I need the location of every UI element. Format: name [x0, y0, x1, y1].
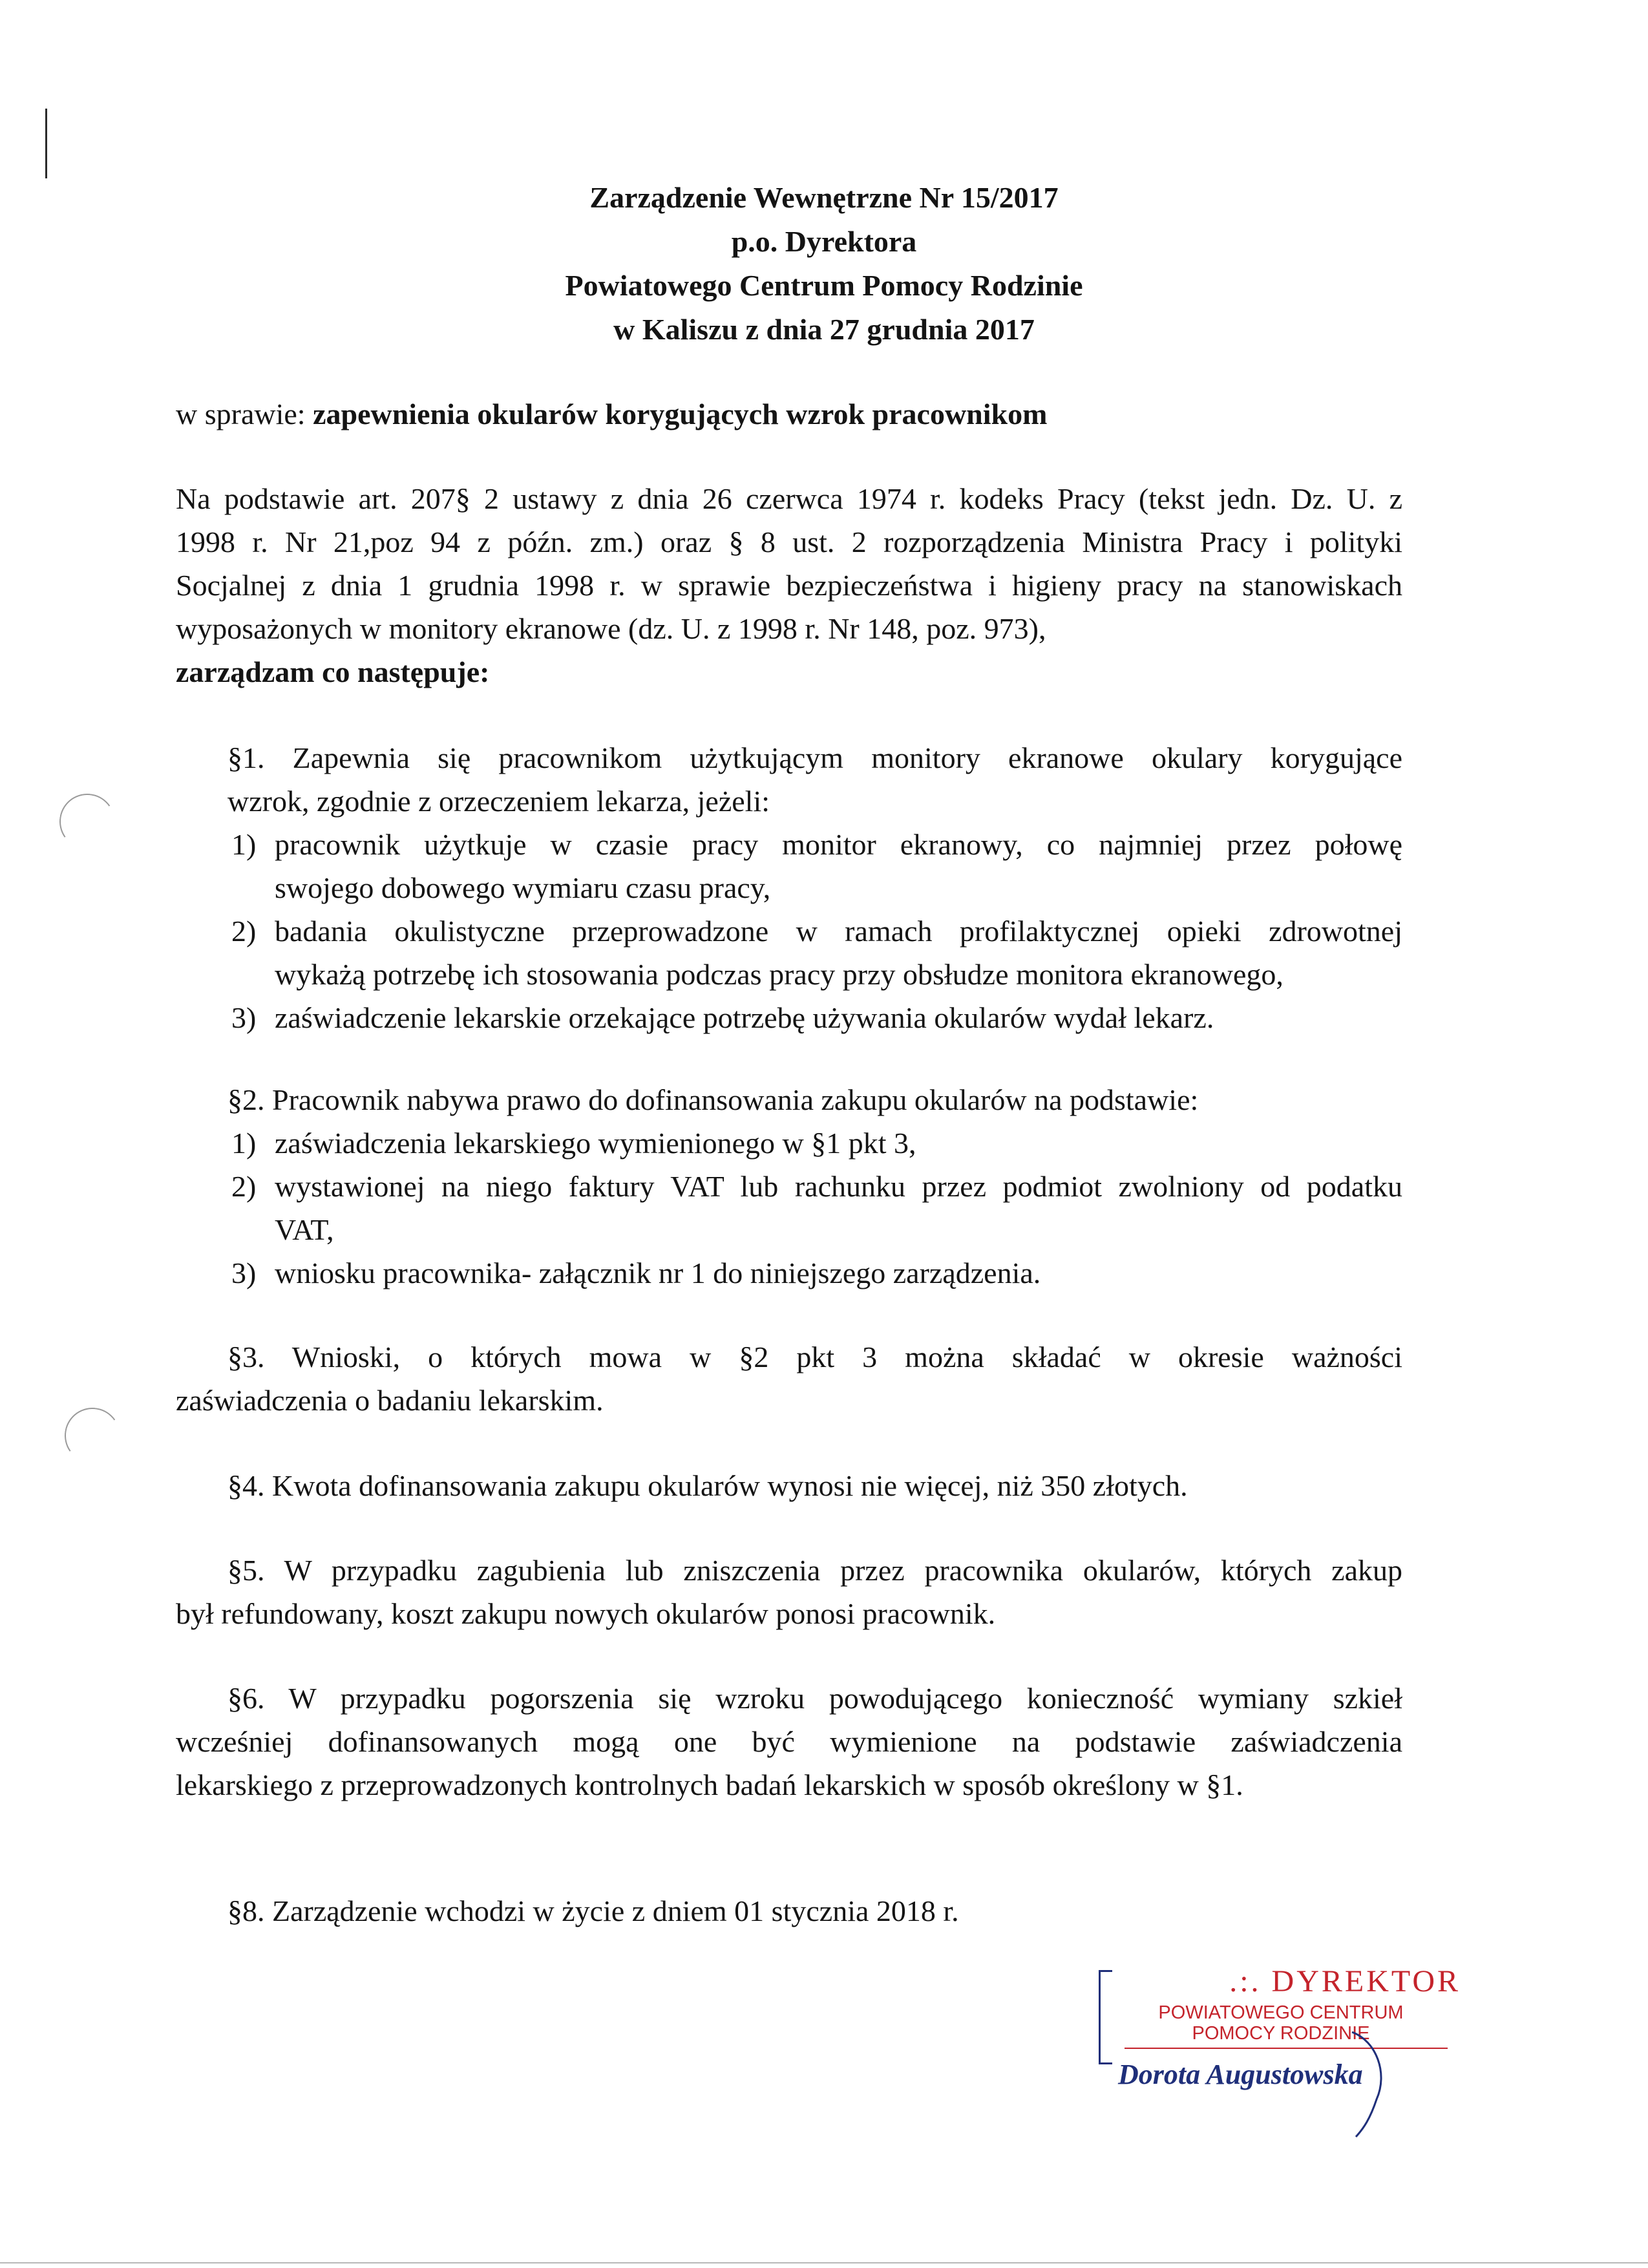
legal-basis [176, 477, 1402, 694]
document-header [0, 176, 1648, 352]
list-item-text: VAT, [275, 1213, 334, 1246]
list-item-number: 3) [231, 1256, 257, 1289]
section-5-line: był refundowany, koszt zakupu nowych okularów ponosi pracownik. [176, 1597, 996, 1630]
section-2-list [176, 1121, 1402, 1295]
scan-artifact-line [45, 109, 47, 178]
list-item-text: wniosku pracownika- załącznik nr 1 do niniejszego zarządzenia. [275, 1256, 1041, 1289]
stamp-title: .:. DYREKTOR [1229, 1964, 1461, 1998]
subject-prefix: w sprawie: [176, 397, 313, 430]
section-1-list [176, 823, 1402, 1039]
list-item [176, 1251, 1402, 1295]
list-item [176, 823, 1402, 909]
basis-line: Na podstawie art. 207§ 2 ustawy z dnia 26 czerwca 1974 r. kodeks Pracy (tekst jedn. Dz. U. z [176, 482, 1402, 515]
section-1-intro: §1. Zapewnia się pracownikom użytkującym monitory ekranowe okulary korygujące [227, 741, 1402, 774]
director-stamp [1099, 1964, 1461, 2093]
punch-hole-mark [55, 789, 120, 854]
list-item-text: zaświadczenia lekarskiego wymienionego w §1 pkt 3, [275, 1127, 916, 1160]
list-item [176, 1165, 1402, 1251]
basis-line: 1998 r. Nr 21,poz 94 z późn. zm.) oraz § 8 ust. 2 rozporządzenia Ministra Pracy i polityki [176, 525, 1402, 558]
list-item-number: 3) [231, 1001, 257, 1034]
document-subject [176, 392, 1468, 436]
basis-line: Socjalnej z dnia 1 grudnia 1998 r. w sprawie bezpieczeństwa i higieny pracy na stanowiskach [176, 569, 1402, 602]
list-item [176, 1121, 1402, 1165]
stamp-rule [1125, 2048, 1448, 2049]
list-item-text: wykażą potrzebę ich stosowania podczas pracy przy obsłudze monitora ekranowego, [275, 958, 1284, 991]
list-item-text: pracownik użytkuje w czasie pracy monitor ekranowy, co najmniej przez połowę [275, 828, 1402, 861]
section-1-intro: wzrok, zgodnie z orzeczeniem lekarza, jeżeli: [227, 785, 770, 818]
section-4-text: §4. Kwota dofinansowania zakupu okularów wynosi nie więcej, niż 350 złotych. [227, 1469, 1188, 1502]
section-2 [176, 1078, 1402, 1295]
basis-line: wyposażonych w monitory ekranowe (dz. U. z 1998 r. Nr 148, poz. 973), [176, 612, 1046, 645]
section-8 [227, 1889, 1391, 1933]
section-5-line: §5. W przypadku zagubienia lub zniszczenia przez pracownika okularów, których zakup [227, 1554, 1402, 1587]
list-item-text: wystawionej na niego faktury VAT lub rachunku przez podmiot zwolniony od podatku [275, 1170, 1402, 1203]
list-item-text: zaświadczenie lekarskie orzekające potrzebę używania okularów wydał lekarz. [275, 1001, 1214, 1034]
list-item-number: 2) [231, 915, 257, 948]
section-6-line: lekarskiego z przeprowadzonych kontrolnych badań lekarskich w sposób określony w §1. [176, 1768, 1243, 1801]
signature-stroke [1351, 2028, 1389, 2138]
list-item-number: 1) [231, 1127, 257, 1160]
header-date: w Kaliszu z dnia 27 grudnia 2017 [613, 313, 1035, 346]
stamp-institution: POMOCY RODZINIE [1192, 2023, 1370, 2044]
section-3-line: §3. Wnioski, o których mowa w §2 pkt 3 można składać w okresie ważności [227, 1341, 1402, 1373]
scan-bottom-edge [0, 2262, 1648, 2263]
list-item-number: 1) [231, 828, 257, 861]
section-3 [176, 1335, 1402, 1422]
list-item-number: 2) [231, 1170, 257, 1203]
section-2-intro: §2. Pracownik nabywa prawo do dofinansowania zakupu okularów na podstawie: [227, 1083, 1199, 1116]
punch-hole-mark [60, 1403, 125, 1468]
section-8-text: §8. Zarządzenie wchodzi w życie z dniem 01 stycznia 2018 r. [227, 1894, 959, 1927]
section-4 [227, 1464, 1391, 1507]
section-6-line: wcześniej dofinansowanych mogą one być wymienione na podstawie zaświadczenia [176, 1725, 1402, 1758]
subject-text: zapewnienia okularów korygujących wzrok pracownikom [313, 397, 1048, 430]
list-item [176, 909, 1402, 996]
section-5 [176, 1549, 1402, 1635]
section-6-line: §6. W przypadku pogorszenia się wzroku powodującego konieczność wymiany szkieł [227, 1682, 1402, 1715]
section-1 [176, 736, 1402, 1039]
list-item-text: swojego dobowego wymiaru czasu pracy, [275, 871, 771, 904]
header-title: Zarządzenie Wewnętrzne Nr 15/2017 [589, 181, 1059, 214]
basis-closing: zarządzam co następuje: [176, 655, 490, 688]
header-issuer: p.o. Dyrektora [731, 225, 917, 258]
list-item [176, 996, 1402, 1039]
header-institution: Powiatowego Centrum Pomocy Rodzinie [565, 269, 1083, 302]
section-6 [176, 1677, 1402, 1807]
section-3-line: zaświadczenia o badaniu lekarskim. [176, 1384, 604, 1417]
stamp-institution: POWIATOWEGO CENTRUM [1158, 2002, 1404, 2023]
list-item-text: badania okulistyczne przeprowadzone w ramach profilaktycznej opieki zdrowotnej [275, 915, 1402, 948]
stamp-signature-name: Dorota Augustowska [1118, 2059, 1363, 2090]
